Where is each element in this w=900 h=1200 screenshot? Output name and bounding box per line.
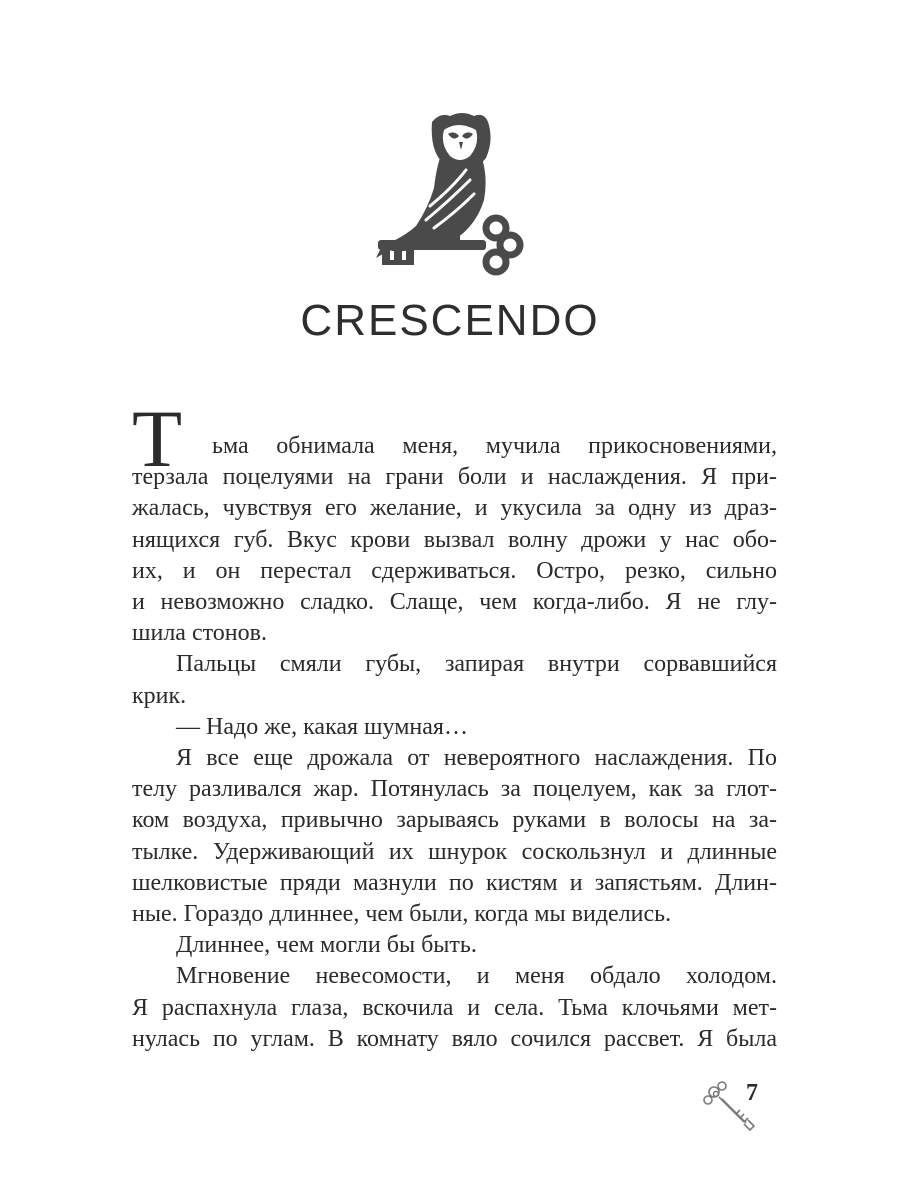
text-line: жалась, чувствуя его желание, и укусила за одну из драз- xyxy=(132,495,777,522)
text-line: Пальцы смяли губы, запирая внутри сорвавшийся xyxy=(176,651,777,678)
text-line: ные. Гораздо длиннее, чем были, когда мы виделись. xyxy=(132,901,672,928)
text-line: Длиннее, чем могли бы быть. xyxy=(176,932,477,959)
text-line: нулась по углам. В комнату вяло сочился рассвет. Я была xyxy=(132,1025,777,1052)
text-line: крик. xyxy=(132,682,187,709)
text-line: шила стонов. xyxy=(132,620,267,647)
drop-cap: Т xyxy=(132,393,183,484)
text-line: нящихся губ. Вкус крови вызвал волну дрожи у нас обо- xyxy=(132,526,777,553)
text-line: тылке. Удерживающий их шнурок соскользнул и длинные xyxy=(132,838,777,865)
page-footer xyxy=(700,1078,780,1138)
body-text xyxy=(132,393,777,1055)
text-line: их, и он перестал сдерживаться. Остро, резко, сильно xyxy=(132,557,777,584)
owl-on-key-icon xyxy=(370,108,530,276)
text-line: шелковистые пряди мазнули по кистям и запястьям. Длин- xyxy=(132,869,777,896)
text-line: Я распахнула глаза, вскочила и села. Тьма клочьями мет- xyxy=(132,994,777,1021)
text-line: терзала поцелуями на грани боли и наслаждения. Я при- xyxy=(132,464,777,491)
chapter-title: CRESCENDO xyxy=(300,296,600,345)
page-number: 7 xyxy=(746,1080,758,1106)
text-line: и невозможно сладко. Слаще, чем когда-либо. Я не глу- xyxy=(132,589,777,616)
text-line: телу разливался жар. Потянулась за поцелуем, как за глот- xyxy=(132,776,777,803)
text-line: Я все еще дрожала от невероятного наслаждения. По xyxy=(176,745,777,772)
text-line: ком воздуха, привычно зарываясь руками в волосы на за- xyxy=(132,807,777,834)
opening-paragraph xyxy=(132,393,777,649)
text-line: ьма обнимала меня, мучила прикосновениями, xyxy=(212,433,777,459)
text-line: — Надо же, какая шумная… xyxy=(176,713,468,740)
text-line: Мгновение невесомости, и меня обдало холодом. xyxy=(176,963,777,990)
